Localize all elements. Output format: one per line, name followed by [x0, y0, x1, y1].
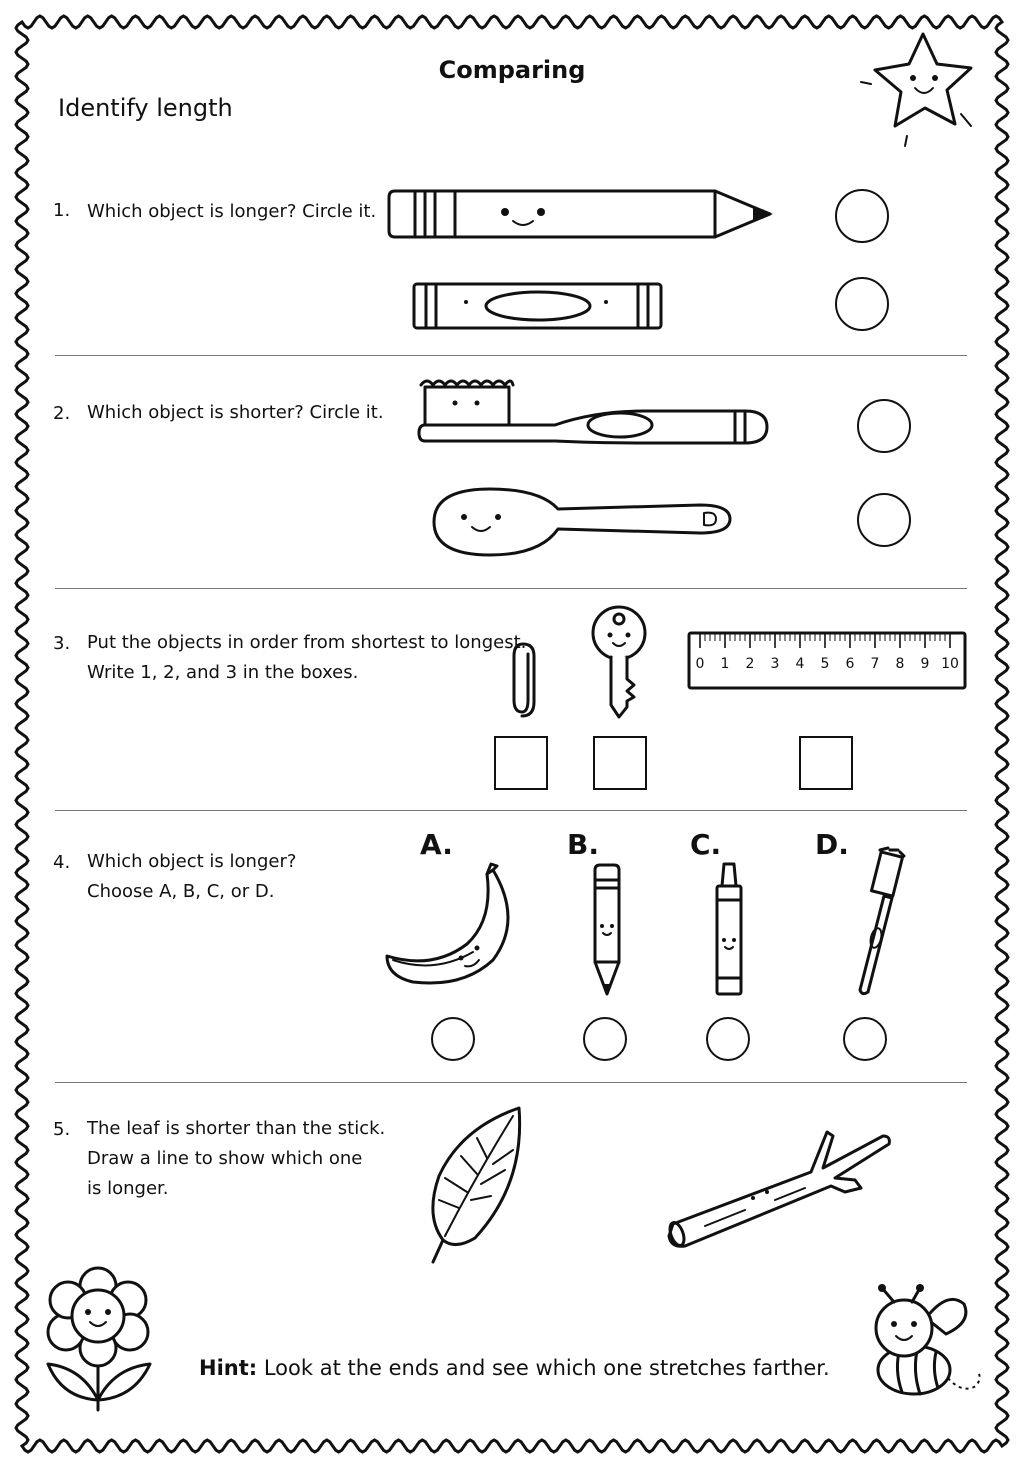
answer-circle-crayon[interactable] — [835, 277, 889, 331]
option-circle-d[interactable] — [843, 1017, 887, 1061]
ruler-tick-label: 6 — [845, 656, 855, 672]
bee-icon — [866, 1282, 984, 1412]
question-5-number: 5. — [53, 1119, 71, 1140]
option-circle-b[interactable] — [583, 1017, 627, 1061]
toothbrush-icon — [854, 846, 910, 998]
key-icon — [588, 605, 652, 723]
pencil-icon — [385, 185, 780, 245]
question-4-number: 4. — [53, 852, 71, 873]
order-box-paperclip[interactable] — [494, 736, 548, 790]
banana-icon — [383, 860, 525, 992]
spoon-icon — [430, 483, 740, 563]
question-2-text: Which object is shorter? Circle it. — [87, 402, 384, 423]
star-icon — [855, 28, 985, 148]
question-3-text-line-1: Put the objects in order from shortest to longest. — [87, 632, 527, 653]
option-circle-a[interactable] — [431, 1017, 475, 1061]
option-circle-c[interactable] — [706, 1017, 750, 1061]
flower-icon — [42, 1264, 160, 1414]
question-5-text-line-1: The leaf is shorter than the stick. — [87, 1118, 386, 1139]
ruler-tick-label: 4 — [795, 656, 805, 672]
marker-icon — [712, 860, 746, 1000]
paperclip-icon — [508, 640, 540, 720]
question-4-text-line-1: Which object is longer? — [87, 851, 297, 872]
answer-circle-pencil[interactable] — [835, 189, 889, 243]
ruler-icon — [686, 630, 968, 692]
ruler-tick-label: 9 — [920, 656, 930, 672]
question-1-text: Which object is longer? Circle it. — [87, 201, 377, 222]
page-title: Comparing — [438, 56, 586, 84]
ruler-tick-label: 7 — [870, 656, 880, 672]
question-5-text-line-3: is longer. — [87, 1178, 169, 1199]
stick-icon — [665, 1128, 897, 1250]
option-label-b: B. — [567, 828, 599, 861]
option-label-d: D. — [815, 828, 849, 861]
question-2-number: 2. — [53, 403, 71, 424]
ruler-tick-label: 5 — [820, 656, 830, 672]
order-box-key[interactable] — [593, 736, 647, 790]
hint-text — [199, 1356, 830, 1380]
hint-label: Hint: — [199, 1356, 258, 1380]
answer-circle-spoon[interactable] — [857, 493, 911, 547]
ruler-tick-label: 3 — [770, 656, 780, 672]
section-divider — [55, 810, 967, 811]
option-label-c: C. — [690, 828, 722, 861]
ruler-tick-label: 0 — [695, 656, 705, 672]
ruler-tick-label: 8 — [895, 656, 905, 672]
question-1-number: 1. — [53, 200, 71, 221]
crayon-icon — [410, 280, 665, 332]
option-label-a: A. — [420, 828, 453, 861]
leaf-icon — [425, 1104, 525, 1266]
toothbrush-icon — [415, 375, 775, 450]
section-divider — [55, 588, 967, 589]
question-5-text-line-2: Draw a line to show which one — [87, 1148, 363, 1169]
section-divider — [55, 1082, 967, 1083]
page-subtitle: Identify length — [58, 94, 233, 122]
section-divider — [55, 355, 967, 356]
question-4-text-line-2: Choose A, B, C, or D. — [87, 881, 275, 902]
question-3-text-line-2: Write 1, 2, and 3 in the boxes. — [87, 662, 359, 683]
order-box-ruler[interactable] — [799, 736, 853, 790]
ruler-tick-label: 2 — [745, 656, 755, 672]
answer-circle-toothbrush[interactable] — [857, 399, 911, 453]
ruler-tick-label: 10 — [941, 656, 959, 672]
pencil-icon — [590, 862, 624, 998]
ruler-tick-label: 1 — [720, 656, 730, 672]
hint-body: Look at the ends and see which one stretches farther. — [257, 1356, 830, 1380]
question-3-number: 3. — [53, 633, 71, 654]
